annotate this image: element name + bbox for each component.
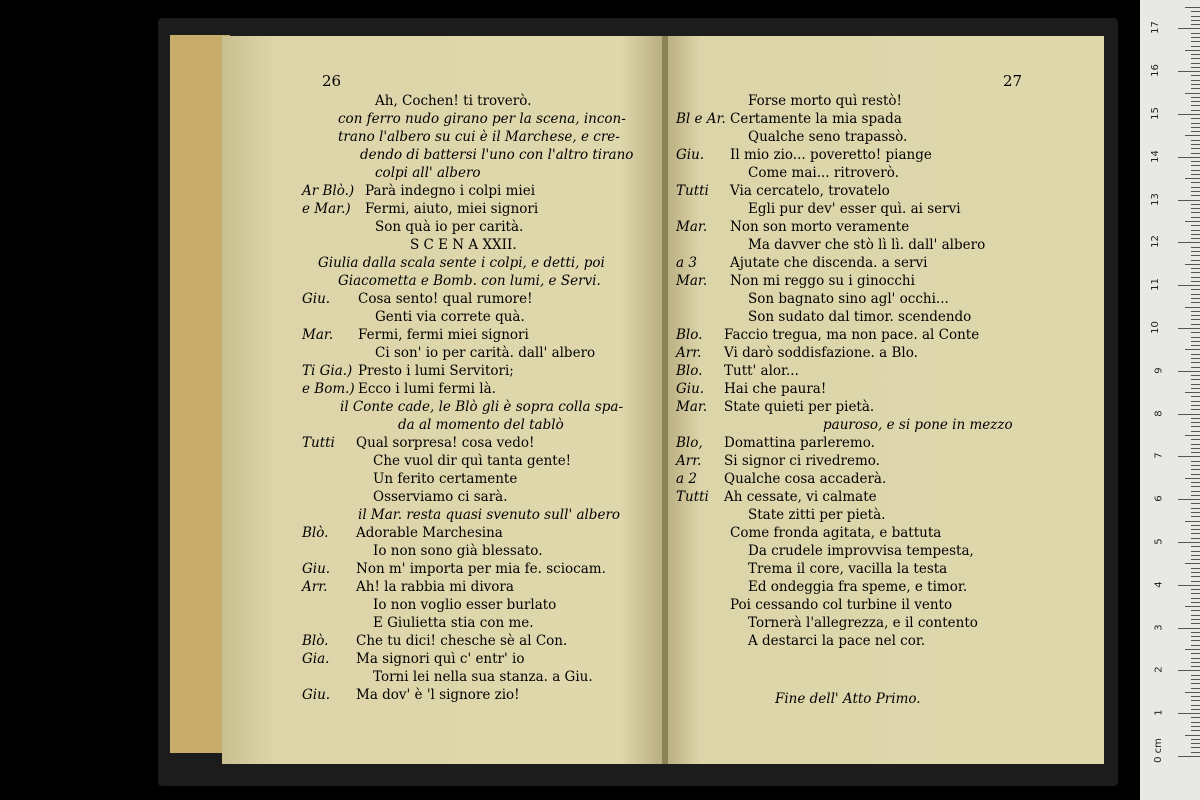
ruler-tick (1191, 401, 1200, 402)
ruler-tick (1191, 20, 1200, 21)
ruler-tick (1185, 563, 1200, 564)
ruler-tick (1178, 242, 1200, 243)
ruler-tick (1185, 349, 1200, 350)
ruler-tick (1191, 148, 1200, 149)
text-line: Qual sorpresa! cosa vedo! (356, 435, 535, 451)
ruler-tick (1191, 144, 1200, 145)
text-line: Son quà io per carità. (375, 219, 524, 235)
ruler-tick (1185, 221, 1200, 222)
measurement-ruler (1140, 0, 1200, 800)
text-line: E Giulietta stia con me. (373, 615, 534, 631)
ruler-tick (1178, 542, 1200, 543)
ruler-tick (1191, 495, 1200, 496)
ruler-tick (1191, 80, 1200, 81)
ruler-tick (1191, 174, 1200, 175)
ruler-tick (1191, 448, 1200, 449)
ruler-tick (1191, 170, 1200, 171)
text-line: Giulia dalla scala sente i colpi, e detti, poi (318, 255, 605, 271)
ruler-label: 10 (1150, 321, 1162, 334)
text-line: Io non voglio esser burlato (373, 597, 557, 613)
text-line: Poi cessando col turbine il vento (730, 597, 953, 613)
ruler-tick (1191, 555, 1200, 556)
ruler-tick (1191, 123, 1200, 124)
ruler-tick (1191, 444, 1200, 445)
text-line: il Mar. resta quasi svenuto sull' albero (358, 507, 621, 523)
ruler-tick (1191, 217, 1200, 218)
ruler-tick (1191, 709, 1200, 710)
ruler-tick (1191, 251, 1200, 252)
speaker-label: Gia. (302, 651, 330, 667)
ruler-tick (1191, 255, 1200, 256)
ruler-tick (1191, 337, 1200, 338)
ruler-tick (1191, 294, 1200, 295)
ruler-tick (1191, 101, 1200, 102)
ruler-tick (1191, 67, 1200, 68)
speaker-label: Blò. (302, 525, 329, 541)
ruler-tick (1191, 319, 1200, 320)
ruler-tick (1191, 615, 1200, 616)
ruler-tick (1185, 93, 1200, 94)
ruler-tick (1191, 508, 1200, 509)
ruler-tick (1191, 512, 1200, 513)
speaker-label: Arr. (676, 345, 702, 361)
ruler-tick (1191, 452, 1200, 453)
ruler-label: 3 (1153, 623, 1165, 631)
ruler-tick (1191, 118, 1200, 119)
ruler-tick (1191, 97, 1200, 98)
speaker-label: Giu. (302, 687, 331, 703)
speaker-label: Giu. (302, 291, 331, 307)
ruler-tick (1191, 75, 1200, 76)
text-line: Qualche cosa accaderà. (724, 471, 887, 487)
ruler-tick (1191, 576, 1200, 577)
ruler-tick (1185, 435, 1200, 436)
ruler-tick (1191, 212, 1200, 213)
book-gutter (662, 36, 668, 764)
ruler-label: 7 (1153, 452, 1165, 460)
ruler-tick (1191, 388, 1200, 389)
ruler-tick (1191, 474, 1200, 475)
ruler-tick (1191, 88, 1200, 89)
text-line: Come fronda agitata, e battuta (730, 525, 942, 541)
ruler-tick (1191, 640, 1200, 641)
ruler-label: 15 (1150, 107, 1162, 120)
speaker-label: a 3 (676, 255, 697, 271)
text-line: il Conte cade, le Blò gli è sopra colla spa- (340, 399, 624, 415)
text-line: Hai che paura! (724, 381, 827, 397)
ruler-tick (1191, 332, 1200, 333)
ruler-tick (1191, 41, 1200, 42)
ruler-tick (1191, 272, 1200, 273)
book-edge (170, 35, 230, 753)
ruler-tick (1191, 516, 1200, 517)
ruler-tick (1185, 7, 1200, 8)
speaker-label: Mar. (676, 399, 708, 415)
ruler-tick (1185, 692, 1200, 693)
ruler-label: 8 (1153, 409, 1165, 417)
ruler-tick (1191, 281, 1200, 282)
text-line: Genti via correte quà. (375, 309, 525, 325)
ruler-tick (1178, 371, 1200, 372)
ruler-tick (1191, 662, 1200, 663)
text-line: Ajutate che discenda. a servi (730, 255, 928, 271)
text-line: dendo di battersi l'uno con l'altro tirano (360, 147, 634, 163)
ruler-tick (1191, 341, 1200, 342)
ruler-tick (1191, 367, 1200, 368)
ruler-label: 9 (1153, 367, 1165, 374)
ruler-tick (1191, 645, 1200, 646)
ruler-tick (1191, 636, 1200, 637)
ruler-tick (1191, 559, 1200, 560)
ruler-tick (1191, 11, 1200, 12)
text-line: Parà indegno i colpi miei (365, 183, 536, 199)
ruler-tick (1191, 538, 1200, 539)
text-line: Fine dell' Atto Primo. (775, 691, 921, 707)
ruler-tick (1178, 756, 1200, 757)
ruler-tick (1178, 200, 1200, 201)
ruler-tick (1191, 375, 1200, 376)
ruler-tick (1191, 623, 1200, 624)
ruler-tick (1185, 135, 1200, 136)
text-line: Vi darò soddisfazione. a Blo. (724, 345, 918, 361)
ruler-tick (1185, 521, 1200, 522)
text-line: Ah, Cochen! ti troverò. (375, 93, 532, 109)
text-line: Adorable Marchesina (356, 525, 503, 541)
ruler-tick (1191, 533, 1200, 534)
text-line: Presto i lumi Servitori; (358, 363, 514, 379)
text-line: Giacometta e Bomb. con lumi, e Servi. (338, 273, 601, 289)
right-page-number: 27 (1003, 72, 1023, 90)
ruler-tick (1191, 602, 1200, 603)
speaker-label: Ar Blò.) (302, 183, 355, 199)
text-line: Io non sono già blessato. (373, 543, 543, 559)
ruler-tick (1191, 568, 1200, 569)
ruler-label: 11 (1150, 278, 1162, 292)
ruler-tick (1191, 268, 1200, 269)
ruler-tick (1191, 632, 1200, 633)
text-line: Forse morto quì restò! (748, 93, 902, 109)
ruler-tick (1191, 546, 1200, 547)
ruler-tick (1191, 165, 1200, 166)
ruler-tick (1191, 700, 1200, 701)
text-line: Fermi, fermi miei signori (358, 327, 529, 343)
ruler-tick (1178, 28, 1200, 29)
ruler-tick (1191, 187, 1200, 188)
text-line: Ed ondeggia fra speme, e timor. (748, 579, 968, 595)
ruler-label: 5 (1153, 538, 1165, 545)
ruler-tick (1191, 63, 1200, 64)
ruler-tick (1191, 683, 1200, 684)
ruler-tick (1191, 311, 1200, 312)
text-line: S C E N A XXII. (410, 237, 517, 253)
ruler-tick (1191, 551, 1200, 552)
ruler-tick (1191, 277, 1200, 278)
ruler-tick (1191, 234, 1200, 235)
ruler-label: 14 (1150, 149, 1162, 163)
ruler-tick (1191, 730, 1200, 731)
ruler-tick (1191, 37, 1200, 38)
ruler-label: 6 (1153, 495, 1165, 502)
text-line: Ma signori quì c' entr' io (356, 651, 525, 667)
ruler-tick (1191, 525, 1200, 526)
ruler-tick (1191, 140, 1200, 141)
text-line: Tornerà l'allegrezza, e il contento (748, 615, 978, 631)
speaker-label: Arr. (676, 453, 702, 469)
speaker-label: Giu. (676, 381, 705, 397)
text-line: Domattina parleremo. (724, 435, 875, 451)
ruler-tick (1191, 461, 1200, 462)
ruler-tick (1185, 50, 1200, 51)
ruler-tick (1191, 465, 1200, 466)
text-line: Certamente la mia spada (730, 111, 902, 127)
ruler-tick (1191, 289, 1200, 290)
ruler-tick (1185, 392, 1200, 393)
ruler-tick (1191, 422, 1200, 423)
ruler-tick (1191, 752, 1200, 753)
text-line: Cosa sento! qual rumore! (358, 291, 533, 307)
ruler-tick (1191, 58, 1200, 59)
speaker-label: Tutti (676, 183, 709, 199)
ruler-label: 1 (1153, 709, 1165, 716)
text-line: Il mio zio... poveretto! piange (730, 147, 932, 163)
speaker-label: Blo. (676, 363, 703, 379)
ruler-tick (1191, 619, 1200, 620)
ruler-tick (1185, 606, 1200, 607)
ruler-tick (1191, 302, 1200, 303)
text-line: Come mai... ritroverò. (748, 165, 899, 181)
text-line: A destarci la pace nel cor. (748, 633, 926, 649)
ruler-tick (1191, 384, 1200, 385)
text-line: Che tu dici! chesche sè al Con. (356, 633, 568, 649)
ruler-tick (1191, 439, 1200, 440)
ruler-tick (1178, 628, 1200, 629)
text-line: Non m' importa per mia fe. sciocam. (356, 561, 606, 577)
text-line: Son sudato dal timor. scendendo (748, 309, 972, 325)
ruler-tick (1185, 735, 1200, 736)
ruler-tick (1178, 114, 1200, 115)
ruler-tick (1191, 358, 1200, 359)
speaker-label: Blo, (676, 435, 703, 451)
ruler-tick (1191, 653, 1200, 654)
text-line: Trema il core, vacilla la testa (748, 561, 948, 577)
text-line: State quieti per pietà. (724, 399, 875, 415)
speaker-label: Mar. (676, 273, 708, 289)
ruler-tick (1191, 743, 1200, 744)
speaker-label: Ti Gia.) (302, 363, 353, 379)
ruler-tick (1178, 414, 1200, 415)
ruler-tick (1191, 315, 1200, 316)
ruler-tick (1191, 191, 1200, 192)
ruler-tick (1191, 24, 1200, 25)
ruler-tick (1191, 593, 1200, 594)
ruler-tick (1191, 345, 1200, 346)
ruler-tick (1191, 658, 1200, 659)
ruler-tick (1191, 491, 1200, 492)
ruler-tick (1191, 581, 1200, 582)
text-line: Ma davver che stò lì lì. dall' albero (748, 237, 986, 253)
ruler-tick (1191, 666, 1200, 667)
ruler-tick (1178, 328, 1200, 329)
ruler-tick (1185, 307, 1200, 308)
ruler-tick (1191, 598, 1200, 599)
ruler-tick (1191, 127, 1200, 128)
ruler-label: 2 (1153, 666, 1165, 674)
text-line: Non mi reggo su i ginocchi (730, 273, 915, 289)
speaker-label: Blò. (302, 633, 329, 649)
ruler-tick (1191, 418, 1200, 419)
ruler-tick (1191, 354, 1200, 355)
text-line: Via cercatelo, trovatelo (730, 183, 890, 199)
ruler-tick (1178, 456, 1200, 457)
ruler-tick (1191, 589, 1200, 590)
ruler-tick (1191, 84, 1200, 85)
text-line: Qualche seno trapassò. (748, 129, 908, 145)
ruler-tick (1191, 110, 1200, 111)
ruler-label: 16 (1150, 64, 1162, 78)
ruler-tick (1191, 182, 1200, 183)
text-line: Si signor ci rivedremo. (724, 453, 880, 469)
ruler-tick (1178, 499, 1200, 500)
ruler-tick (1191, 739, 1200, 740)
text-line: Fermi, aiuto, miei signori (365, 201, 539, 217)
ruler-tick (1191, 33, 1200, 34)
ruler-tick (1191, 362, 1200, 363)
ruler-tick (1191, 208, 1200, 209)
text-line: Ma dov' è 'l signore zio! (356, 687, 520, 703)
text-line: State zitti per pietà. (748, 507, 886, 523)
text-line: Torni lei nella sua stanza. a Giu. (373, 669, 593, 685)
ruler-tick (1191, 572, 1200, 573)
speaker-label: Tutti (302, 435, 335, 451)
left-page-number: 26 (322, 72, 342, 90)
text-line: Osserviamo ci sarà. (373, 489, 508, 505)
ruler-tick (1191, 679, 1200, 680)
ruler-tick (1191, 16, 1200, 17)
text-line: colpi all' albero (375, 165, 481, 181)
ruler-tick (1191, 396, 1200, 397)
text-line: da al momento del tablò (398, 417, 564, 433)
ruler-tick (1191, 675, 1200, 676)
ruler-tick (1191, 54, 1200, 55)
ruler-tick (1191, 696, 1200, 697)
ruler-tick (1191, 247, 1200, 248)
speaker-label: Blo. (676, 327, 703, 343)
ruler-tick (1191, 431, 1200, 432)
ruler-tick (1191, 688, 1200, 689)
text-line: Egli pur dev' esser quì. ai servi (748, 201, 961, 217)
ruler-tick (1178, 285, 1200, 286)
text-line: Ecco i lumi fermi là. (358, 381, 496, 397)
speaker-label: Arr. (302, 579, 328, 595)
ruler-tick (1191, 722, 1200, 723)
ruler-tick (1185, 264, 1200, 265)
text-line: Ah! la rabbia mi divora (356, 579, 514, 595)
ruler-tick (1191, 230, 1200, 231)
ruler-tick (1191, 324, 1200, 325)
text-line: Che vuol dir quì tanta gente! (373, 453, 572, 469)
ruler-tick (1191, 503, 1200, 504)
speaker-label: Giu. (302, 561, 331, 577)
speaker-label: a 2 (676, 471, 697, 487)
text-line: Ci son' io per carità. dall' albero (375, 345, 596, 361)
speaker-label: e Mar.) (302, 201, 351, 217)
ruler-tick (1191, 298, 1200, 299)
ruler-tick (1191, 726, 1200, 727)
ruler-tick (1191, 705, 1200, 706)
ruler-tick (1191, 161, 1200, 162)
speaker-label: Mar. (676, 219, 708, 235)
ruler-tick (1191, 260, 1200, 261)
speaker-label: Bl e Ar. (676, 111, 726, 127)
ruler-tick (1191, 238, 1200, 239)
ruler-tick (1191, 131, 1200, 132)
text-line: Un ferito certamente (373, 471, 518, 487)
ruler-tick (1191, 379, 1200, 380)
ruler-label: 12 (1150, 235, 1162, 249)
ruler-tick (1191, 482, 1200, 483)
ruler-tick (1178, 157, 1200, 158)
ruler-tick (1191, 610, 1200, 611)
text-line: trano l'albero su cui è il Marchese, e cre- (338, 129, 620, 145)
ruler-tick (1191, 426, 1200, 427)
speaker-label: Tutti (676, 489, 709, 505)
ruler-label: 17 (1150, 21, 1162, 35)
text-line: Da crudele improvvisa tempesta, (748, 543, 974, 559)
ruler-tick (1191, 469, 1200, 470)
ruler-tick (1191, 153, 1200, 154)
ruler-tick (1185, 649, 1200, 650)
ruler-tick (1191, 747, 1200, 748)
text-line: con ferro nudo girano per la scena, incon- (338, 111, 626, 127)
text-line: Non son morto veramente (730, 219, 910, 235)
ruler-tick (1191, 195, 1200, 196)
text-line: Ah cessate, vi calmate (724, 489, 877, 505)
ruler-tick (1185, 178, 1200, 179)
text-line: pauroso, e si pone in mezzo (823, 417, 1013, 433)
text-line: Faccio tregua, ma non pace. al Conte (724, 327, 980, 343)
ruler-label: 4 (1153, 581, 1165, 588)
ruler-label: 13 (1150, 192, 1162, 206)
ruler-tick (1191, 225, 1200, 226)
ruler-tick (1191, 529, 1200, 530)
ruler-tick (1191, 46, 1200, 47)
speaker-label: Mar. (302, 327, 334, 343)
speaker-label: e Bom.) (302, 381, 355, 397)
ruler-tick (1185, 478, 1200, 479)
ruler-tick (1178, 71, 1200, 72)
ruler-tick (1178, 713, 1200, 714)
ruler-tick (1191, 717, 1200, 718)
ruler-tick (1191, 204, 1200, 205)
text-line: Tutt' alor... (724, 363, 799, 379)
speaker-label: Giu. (676, 147, 705, 163)
ruler-tick (1191, 405, 1200, 406)
ruler-unit: 0 cm (1152, 738, 1164, 763)
ruler-tick (1191, 105, 1200, 106)
ruler-tick (1178, 670, 1200, 671)
text-line: Son bagnato sino agl' occhi... (748, 291, 949, 307)
ruler-tick (1191, 486, 1200, 487)
ruler-tick (1178, 585, 1200, 586)
ruler-tick (1191, 409, 1200, 410)
